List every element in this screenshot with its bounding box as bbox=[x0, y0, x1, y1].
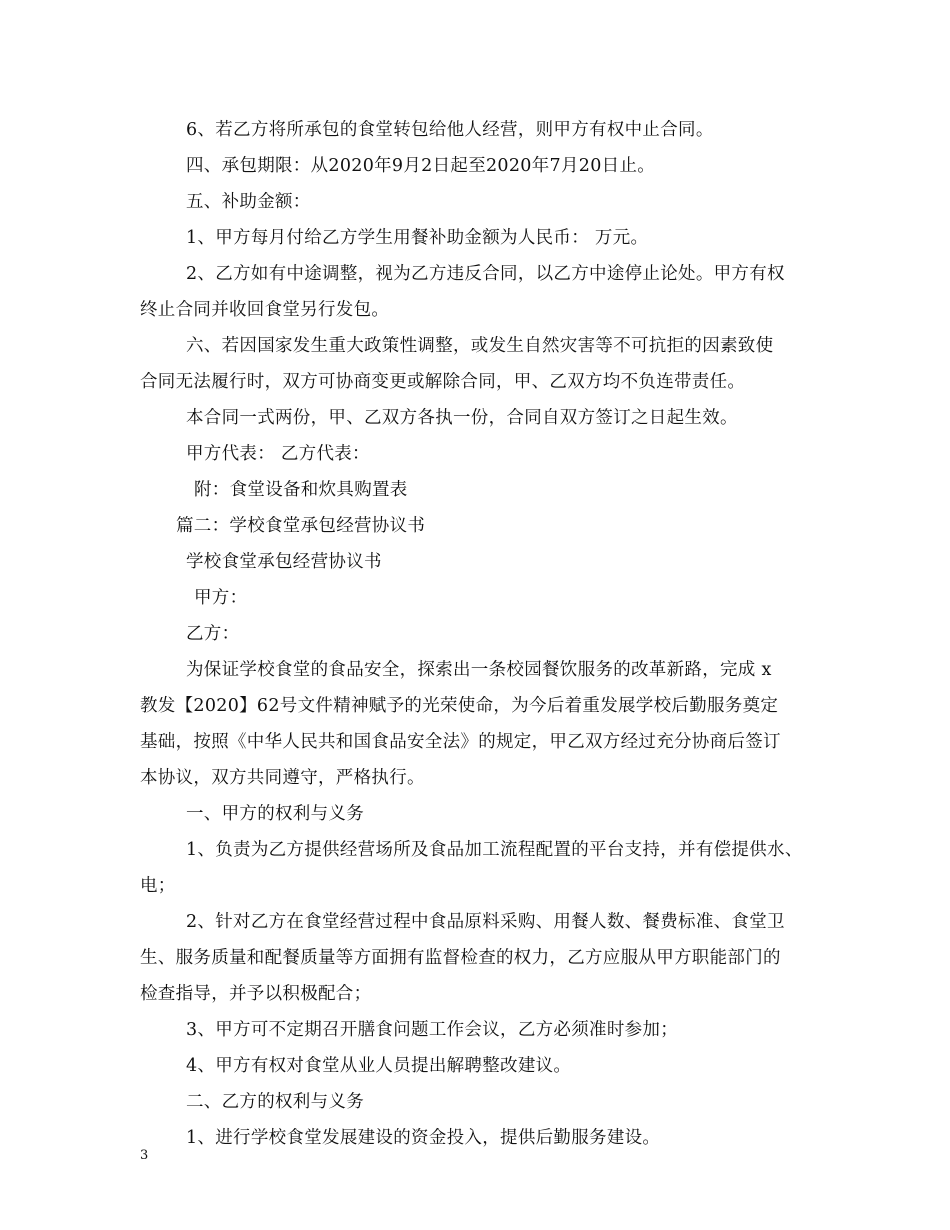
text-line-15: 乙方： bbox=[186, 624, 240, 644]
text-line-9: 本合同一式两份，甲、乙双方各执一份，合同自双方签订之日起生效。 bbox=[186, 408, 738, 428]
text-line-29: 1、进行学校食堂发展建设的资金投入，提供后勤服务建设。 bbox=[186, 1128, 661, 1148]
text-line-7: 六、若因国家发生重大政策性调整，或发生自然灾害等不可抗拒的因素致使 bbox=[186, 336, 774, 356]
text-line-23: 2、针对乙方在食堂经营过程中食品原料采购、用餐人数、餐费标准、食堂卫 bbox=[186, 912, 785, 932]
text-line-12: 篇二：学校食堂承包经营协议书 bbox=[176, 516, 426, 536]
text-line-8: 合同无法履行时，双方可协商变更或解除合同，甲、乙双方均不负连带责任。 bbox=[140, 372, 746, 392]
text-line-16: 为保证学校食堂的食品安全，探索出一条校园餐饮服务的改革新路，完成 x bbox=[186, 660, 772, 680]
text-line-26: 3、甲方可不定期召开膳食问题工作会议，乙方必须准时参加； bbox=[186, 1020, 679, 1040]
text-line-28: 二、乙方的权利与义务 bbox=[186, 1092, 364, 1112]
text-line-13: 学校食堂承包经营协议书 bbox=[186, 552, 382, 572]
text-line-19: 本协议，双方共同遵守，严格执行。 bbox=[140, 768, 425, 788]
page-number: 3 bbox=[140, 1148, 149, 1163]
text-line-21: 1、负责为乙方提供经营场所及食品加工流程配置的平台支持，并有偿提供水、 bbox=[186, 840, 803, 860]
text-line-1: 6、若乙方将所承包的食堂转包给他人经营，则甲方有权中止合同。 bbox=[186, 120, 714, 140]
text-line-24: 生、服务质量和配餐质量等方面拥有监督检查的权力，乙方应服从甲方职能部门的 bbox=[140, 948, 781, 968]
text-line-18: 基础，按照《中华人民共和国食品安全法》的规定，甲乙双方经过充分协商后签订 bbox=[140, 732, 781, 752]
text-line-27: 4、甲方有权对食堂从业人员提出解聘整改建议。 bbox=[186, 1056, 572, 1076]
text-line-2: 四、承包期限：从2020年9月2日起至2020年7月20日止。 bbox=[186, 156, 656, 176]
text-line-10: 甲方代表： 乙方代表： bbox=[186, 444, 370, 464]
text-line-14: 甲方： bbox=[194, 588, 248, 608]
text-line-22: 电； bbox=[140, 876, 176, 896]
text-line-3: 五、补助金额： bbox=[186, 192, 311, 212]
text-line-17: 教发【2020】62号文件精神赋予的光荣使命，为今后着重发展学校后勤服务奠定 bbox=[140, 696, 779, 716]
text-line-5: 2、乙方如有中途调整，视为乙方违反合同，以乙方中途停止论处。甲方有权 bbox=[186, 264, 785, 284]
text-line-25: 检查指导，并予以积极配合； bbox=[140, 984, 372, 1004]
text-line-11: 附：食堂设备和炊具购置表 bbox=[194, 480, 408, 500]
text-line-20: 一、甲方的权利与义务 bbox=[186, 804, 364, 824]
text-line-4: 1、甲方每月付给乙方学生用餐补助金额为人民币： 万元。 bbox=[186, 228, 649, 248]
text-line-6: 终止合同并收回食堂另行发包。 bbox=[140, 300, 390, 320]
